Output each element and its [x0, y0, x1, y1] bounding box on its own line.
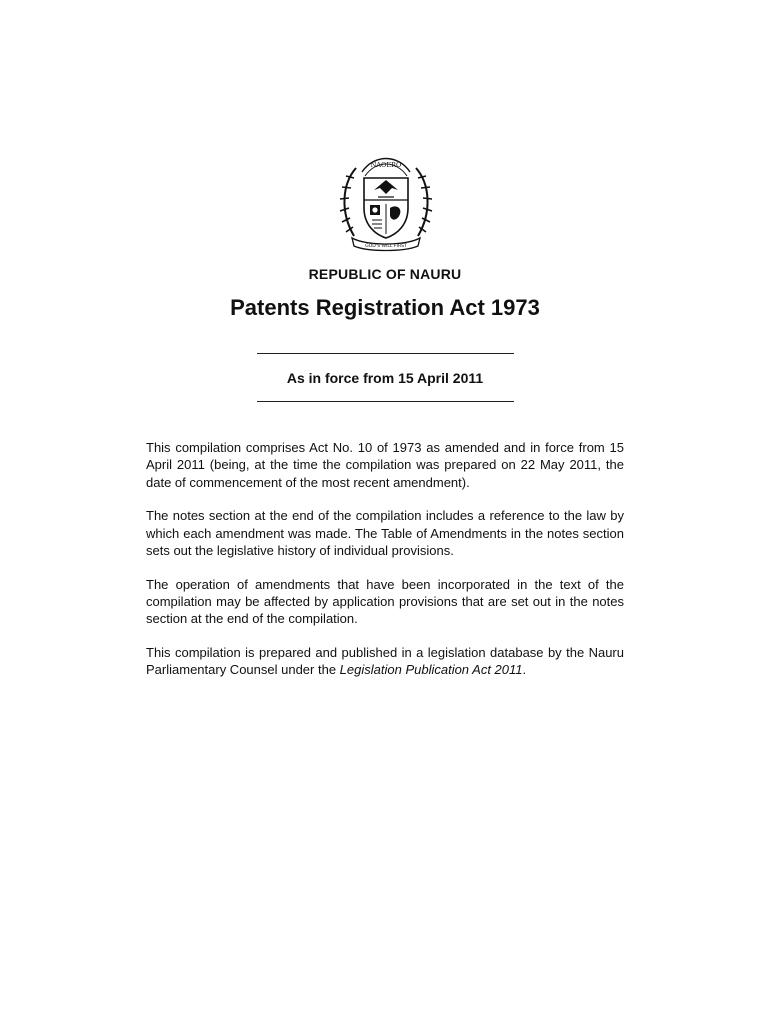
publication-end: .	[522, 662, 527, 678]
publication-text: This compilation is prepared and published in a legislation database by the Nauru Parliamentary Counsel under the	[146, 645, 624, 678]
paragraph-compilation: This compilation comprises Act No. 10 of 1973 as amended and in force from 15 April 2011 (being, at the time the compilation was prepared on 22 May 2011, the date of commencement of the most recent amendment).	[146, 440, 624, 490]
crest-motto-bottom: GOD'S WILL FIRST	[365, 244, 407, 249]
in-force-date: As in force from 15 April 2011	[286, 370, 484, 386]
act-citation: Legislation Publication Act 2011	[339, 662, 523, 678]
paragraph-amendments: The operation of amendments that have been incorporated in the text of the compilation may be affected by application provisions that are set out in the notes section at the end of the compilation.	[146, 576, 624, 627]
compilation-notes	[146, 439, 624, 695]
act-title: Patents Registration Act 1973	[230, 295, 540, 320]
paragraph-publication	[146, 644, 624, 679]
nauru-coat-of-arms-icon	[334, 150, 438, 252]
paragraph-notes-section: The notes section at the end of the compilation includes a reference to the law by which each amendment was made. The Table of Amendments in the notes section sets out the legislative history of individual provisions.	[146, 508, 624, 558]
jurisdiction-heading: REPUBLIC OF NAURU	[308, 266, 462, 282]
divider-top	[257, 353, 514, 354]
crest-motto-top: NAOERO	[370, 161, 402, 169]
divider-bottom	[257, 401, 514, 402]
